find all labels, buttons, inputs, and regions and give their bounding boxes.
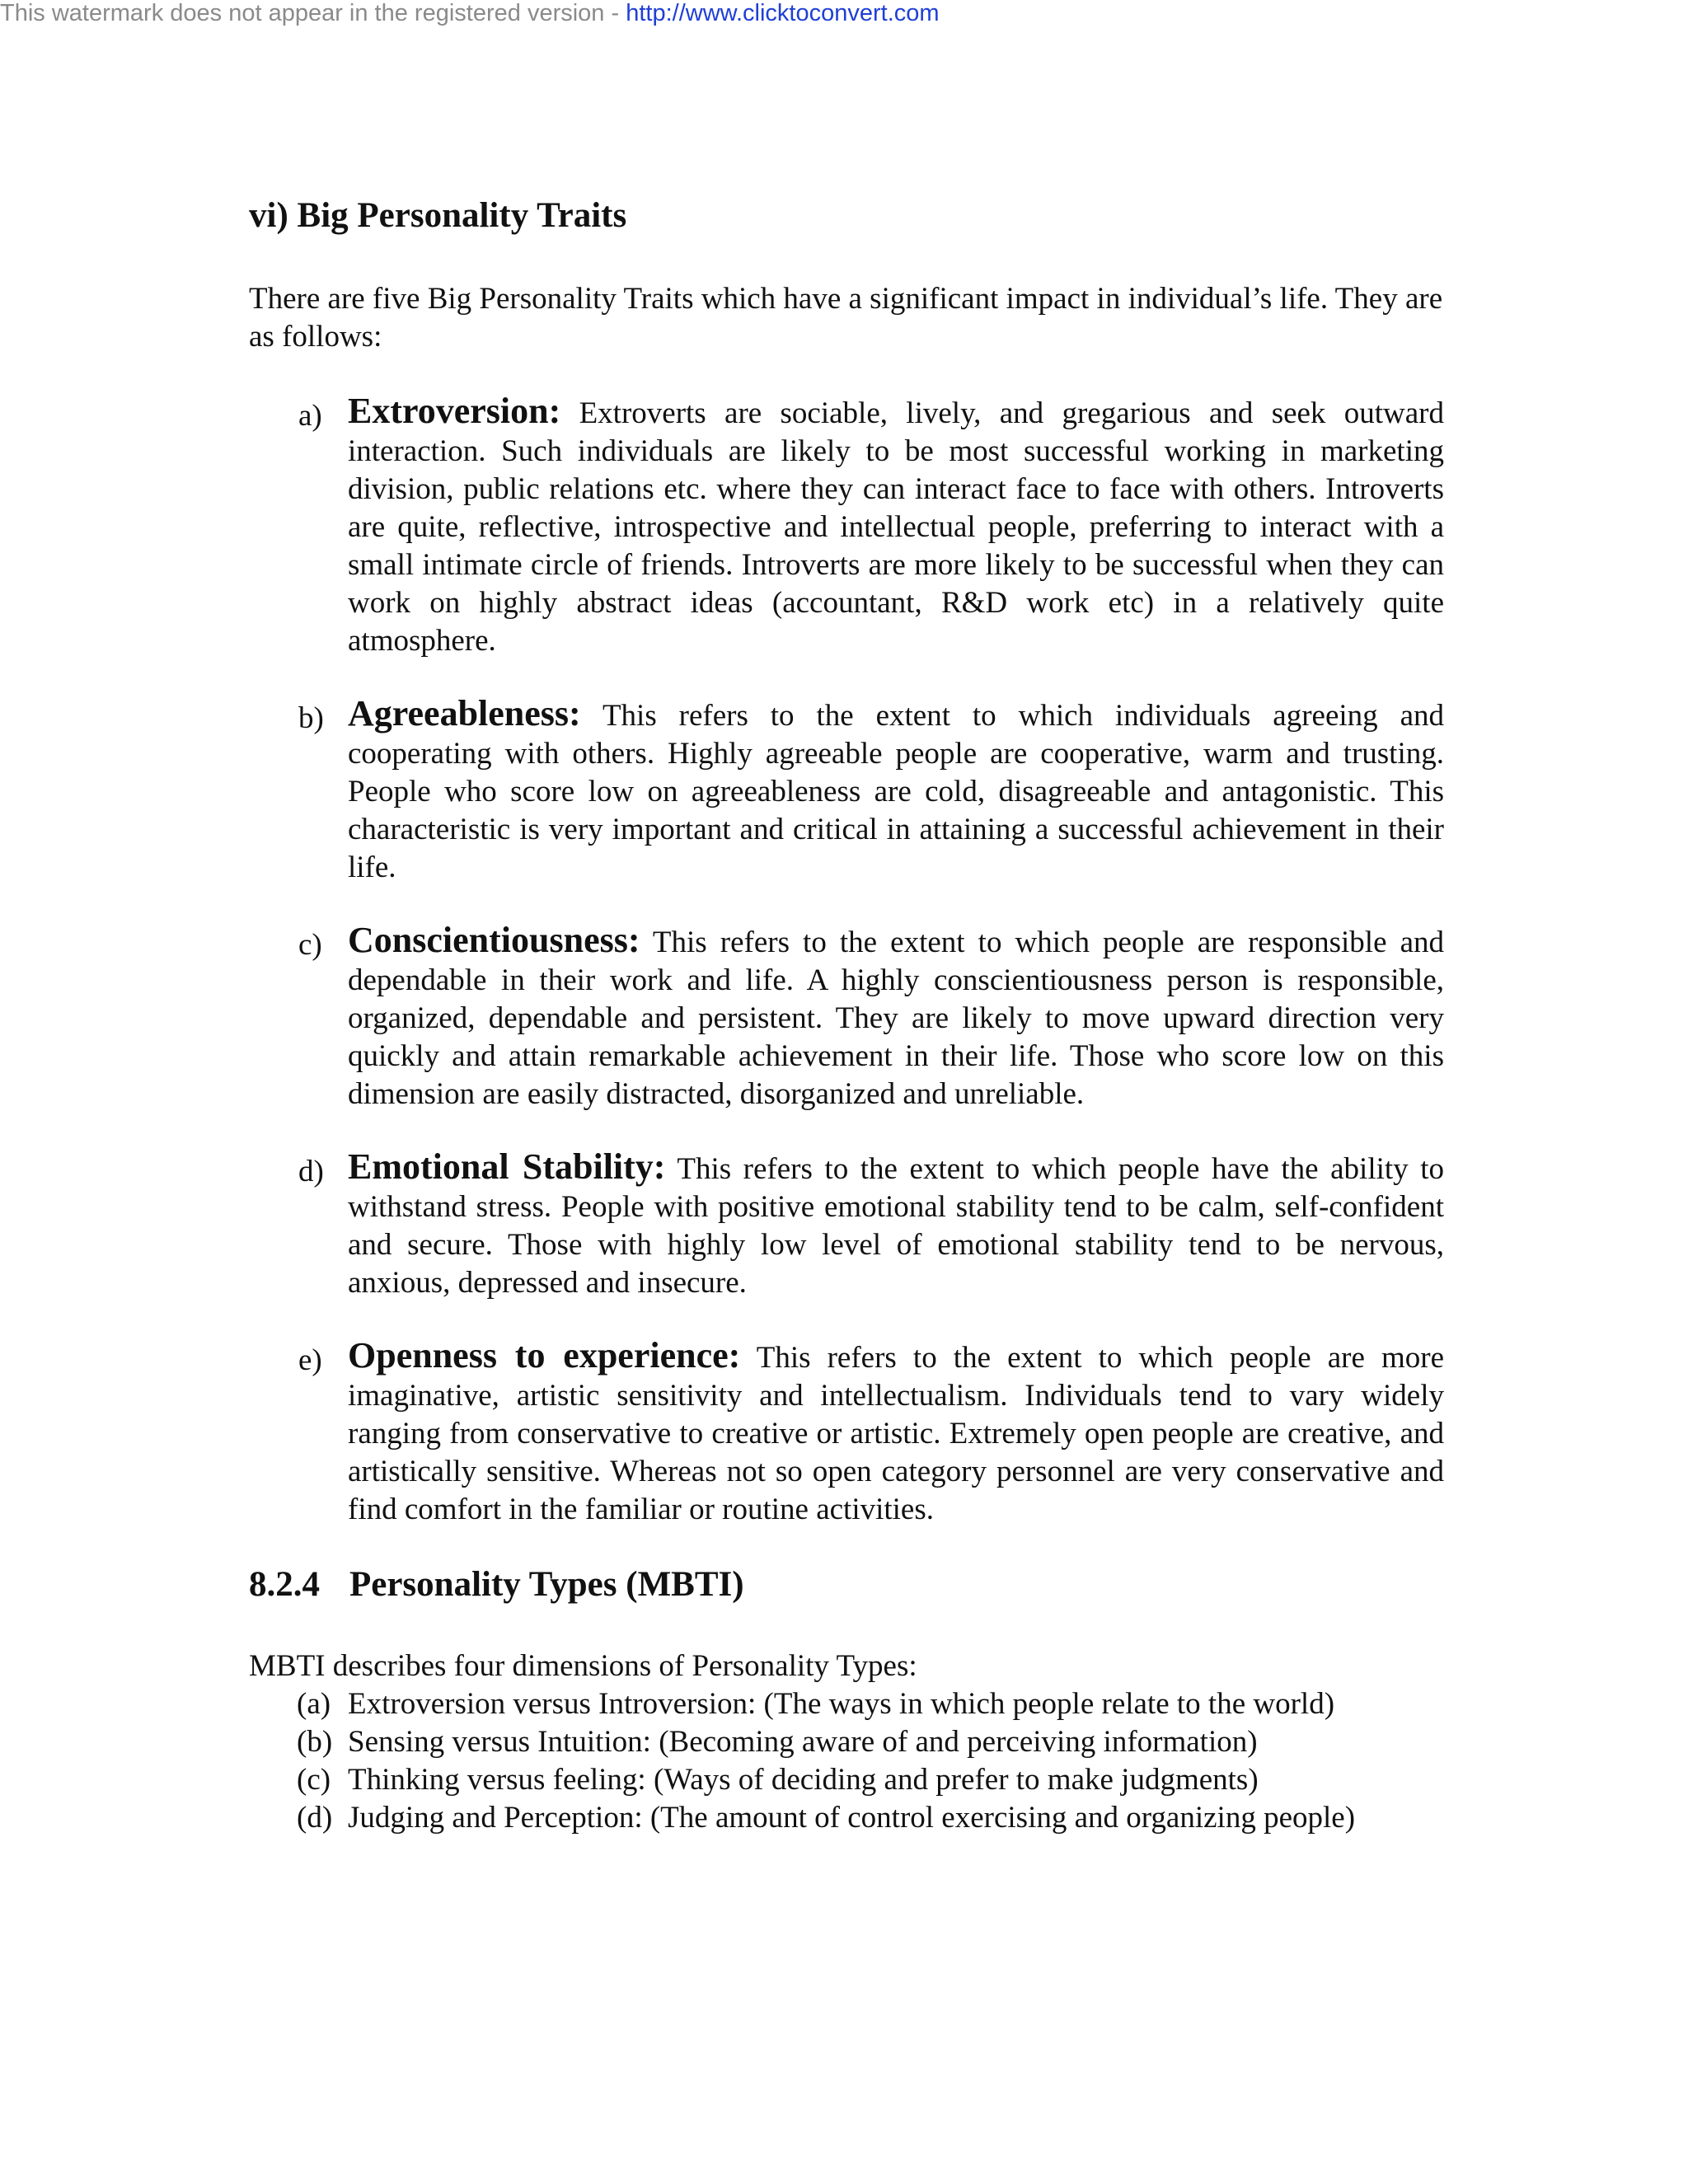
section-title: vi) Big Personality Traits (249, 196, 627, 235)
trait-description (348, 695, 1444, 887)
trait-text: This refers to the extent to which individuals agreeing and cooperating with others. Highly agreeable people are cooperative, warm and trusting. People who score low on agreeableness are cold, disagreeable and antagonistic. This characteristic is very important and critical in attaining a successful achievement in their life. (348, 699, 1444, 884)
mbti-letter: (d) (297, 1801, 333, 1835)
trait-letter: e) (298, 1343, 322, 1377)
mbti-letter: (a) (297, 1687, 331, 1721)
mbti-text: Sensing versus Intuition: (Becoming aware of and perceiving information) (348, 1725, 1258, 1759)
mbti-item (249, 1723, 1444, 1761)
trait-item (249, 695, 1444, 887)
trait-text: This refers to the extent to which people have the ability to withstand stress. People with positive emotional stability tend to be calm, self-confident and secure. Those with highly low level of emotional stability tend to be nervous, anxious, depressed and insecure. (348, 1152, 1444, 1300)
trait-item (249, 392, 1444, 660)
trait-description (348, 921, 1444, 1113)
intro-paragraph: There are five Big Personality Traits which have a significant impact in individual’s life. They are as follows: (249, 282, 1443, 354)
watermark-text: This watermark does not appear in the registered version - (0, 0, 626, 26)
traits-list (249, 392, 1444, 1529)
mbti-letter: (c) (297, 1763, 331, 1797)
trait-letter: b) (298, 701, 324, 735)
trait-name: Emotional Stability: (348, 1146, 666, 1187)
mbti-text: Judging and Perception: (The amount of control exercising and organizing people) (348, 1801, 1356, 1835)
mbti-intro: MBTI describes four dimensions of Personality Types: (249, 1649, 917, 1683)
trait-letter: d) (298, 1155, 324, 1188)
trait-item (249, 921, 1444, 1113)
trait-letter: c) (298, 928, 322, 962)
mbti-item (249, 1799, 1444, 1837)
trait-letter: a) (298, 399, 322, 433)
trait-description (348, 392, 1444, 660)
trait-text: This refers to the extent to which people are more imaginative, artistic sensitivity and intellectualism. Individuals tend to vary widely ranging from conservative to creative or artistic. Extremely open people are creative, and artistically sensitive. Whereas not so open category personnel are very conservative and find comfort in the familiar or routine activities. (348, 1341, 1444, 1526)
trait-name: Conscientiousness: (348, 920, 640, 960)
document-body (249, 194, 1444, 1837)
mbti-text: Thinking versus feeling: (Ways of deciding and prefer to make judgments) (348, 1763, 1259, 1797)
subsection-title: Personality Types (MBTI) (349, 1565, 744, 1604)
trait-item (249, 1148, 1444, 1302)
trait-item (249, 1337, 1444, 1529)
subsection-heading (249, 1563, 1444, 1606)
trait-name: Extroversion: (348, 391, 561, 431)
trait-name: Agreeableness: (348, 693, 581, 733)
trait-description (348, 1337, 1444, 1529)
trait-text: Extroverts are sociable, lively, and gregarious and seek outward interaction. Such individuals are likely to be most successful working in marketing division, public relations etc. where they can interact face to face with others. Introverts are quite, reflective, introspective and intellectual people, preferring to interact with a small intimate circle of friends. Introverts are more likely to be successful when they can work on highly abstract ideas (accountant, R&D work etc) in a relatively quite atmosphere. (348, 396, 1444, 658)
mbti-letter: (b) (297, 1725, 333, 1759)
mbti-item (249, 1761, 1444, 1799)
trait-description (348, 1148, 1444, 1302)
mbti-list (249, 1685, 1444, 1837)
mbti-text: Extroversion versus Introversion: (The ways in which people relate to the world) (348, 1687, 1335, 1721)
trait-name: Openness to experience: (348, 1335, 741, 1376)
watermark-banner (0, 0, 940, 26)
trait-text: This refers to the extent to which people are responsible and dependable in their work and life. A highly conscientiousness person is responsible, organized, dependable and persistent. They are likely to move upward direction very quickly and attain remarkable achievement in their life. Those who score low on this dimension are easily distracted, disorganized and unreliable. (348, 926, 1444, 1111)
mbti-item (249, 1685, 1444, 1723)
watermark-link[interactable]: http://www.clicktoconvert.com (626, 0, 940, 26)
subsection-number: 8.2.4 (249, 1565, 320, 1604)
